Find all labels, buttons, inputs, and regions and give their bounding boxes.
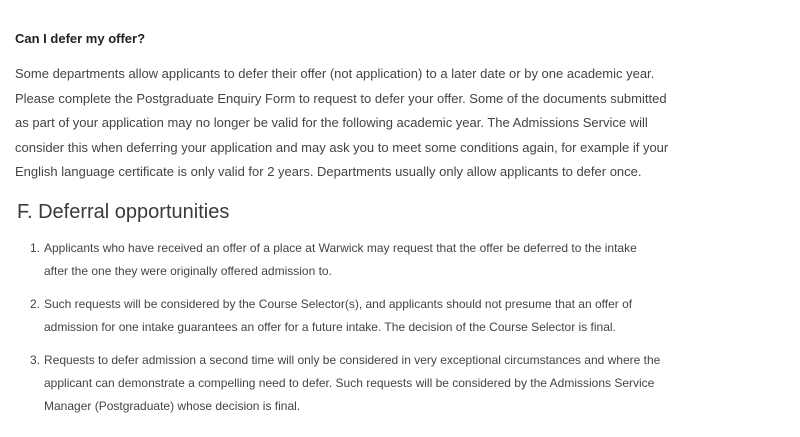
list-item — [30, 237, 790, 283]
faq-answer-line: as part of your application may no longer be valid for the following academic year. The Admissions Service will — [15, 115, 648, 130]
faq-answer-line: Some departments allow applicants to defer their offer (not application) to a later date or by one academic year. — [15, 66, 655, 81]
faq-answer-line: English language certificate is only valid for 2 years. Departments usually only allow applicants to defer once. — [15, 164, 642, 179]
list-item-text: applicant can demonstrate a compelling need to defer. Such requests will be considered by the Admissions Service — [44, 376, 655, 390]
faq-answer-line: consider this when deferring your application and may ask you to meet some conditions again, for example if your — [15, 139, 669, 155]
list-item — [30, 349, 790, 418]
list-item-text: Such requests will be considered by the Course Selector(s), and applicants should not presume that an offer of — [44, 297, 633, 311]
list-item — [30, 293, 790, 339]
list-item-text: Applicants who have received an offer of a place at Warwick may request that the offer be deferred to the intake — [44, 241, 637, 255]
list-item-text: Manager (Postgraduate) whose decision is final. — [44, 399, 301, 413]
deferral-list — [30, 237, 790, 428]
section-title: F. Deferral opportunities — [17, 201, 230, 223]
list-item-text: Requests to defer admission a second time will only be considered in very exceptional circumstances and where the — [44, 353, 661, 367]
faq-question: Can I defer my offer? — [15, 31, 146, 46]
list-item-number: 2. — [30, 297, 41, 311]
faq-answer-line: Please complete the Postgraduate Enquiry Form to request to defer your offer. Some of the documents submitted — [15, 90, 667, 106]
list-item-text: after the one they were originally offered admission to. — [44, 264, 332, 278]
faq-answer — [15, 62, 790, 185]
list-item-text: admission for one intake guarantees an offer for a future intake. The decision of the Course Selector is final. — [44, 320, 616, 334]
list-item-number: 3. — [30, 353, 41, 367]
list-item-number: 1. — [30, 241, 41, 255]
